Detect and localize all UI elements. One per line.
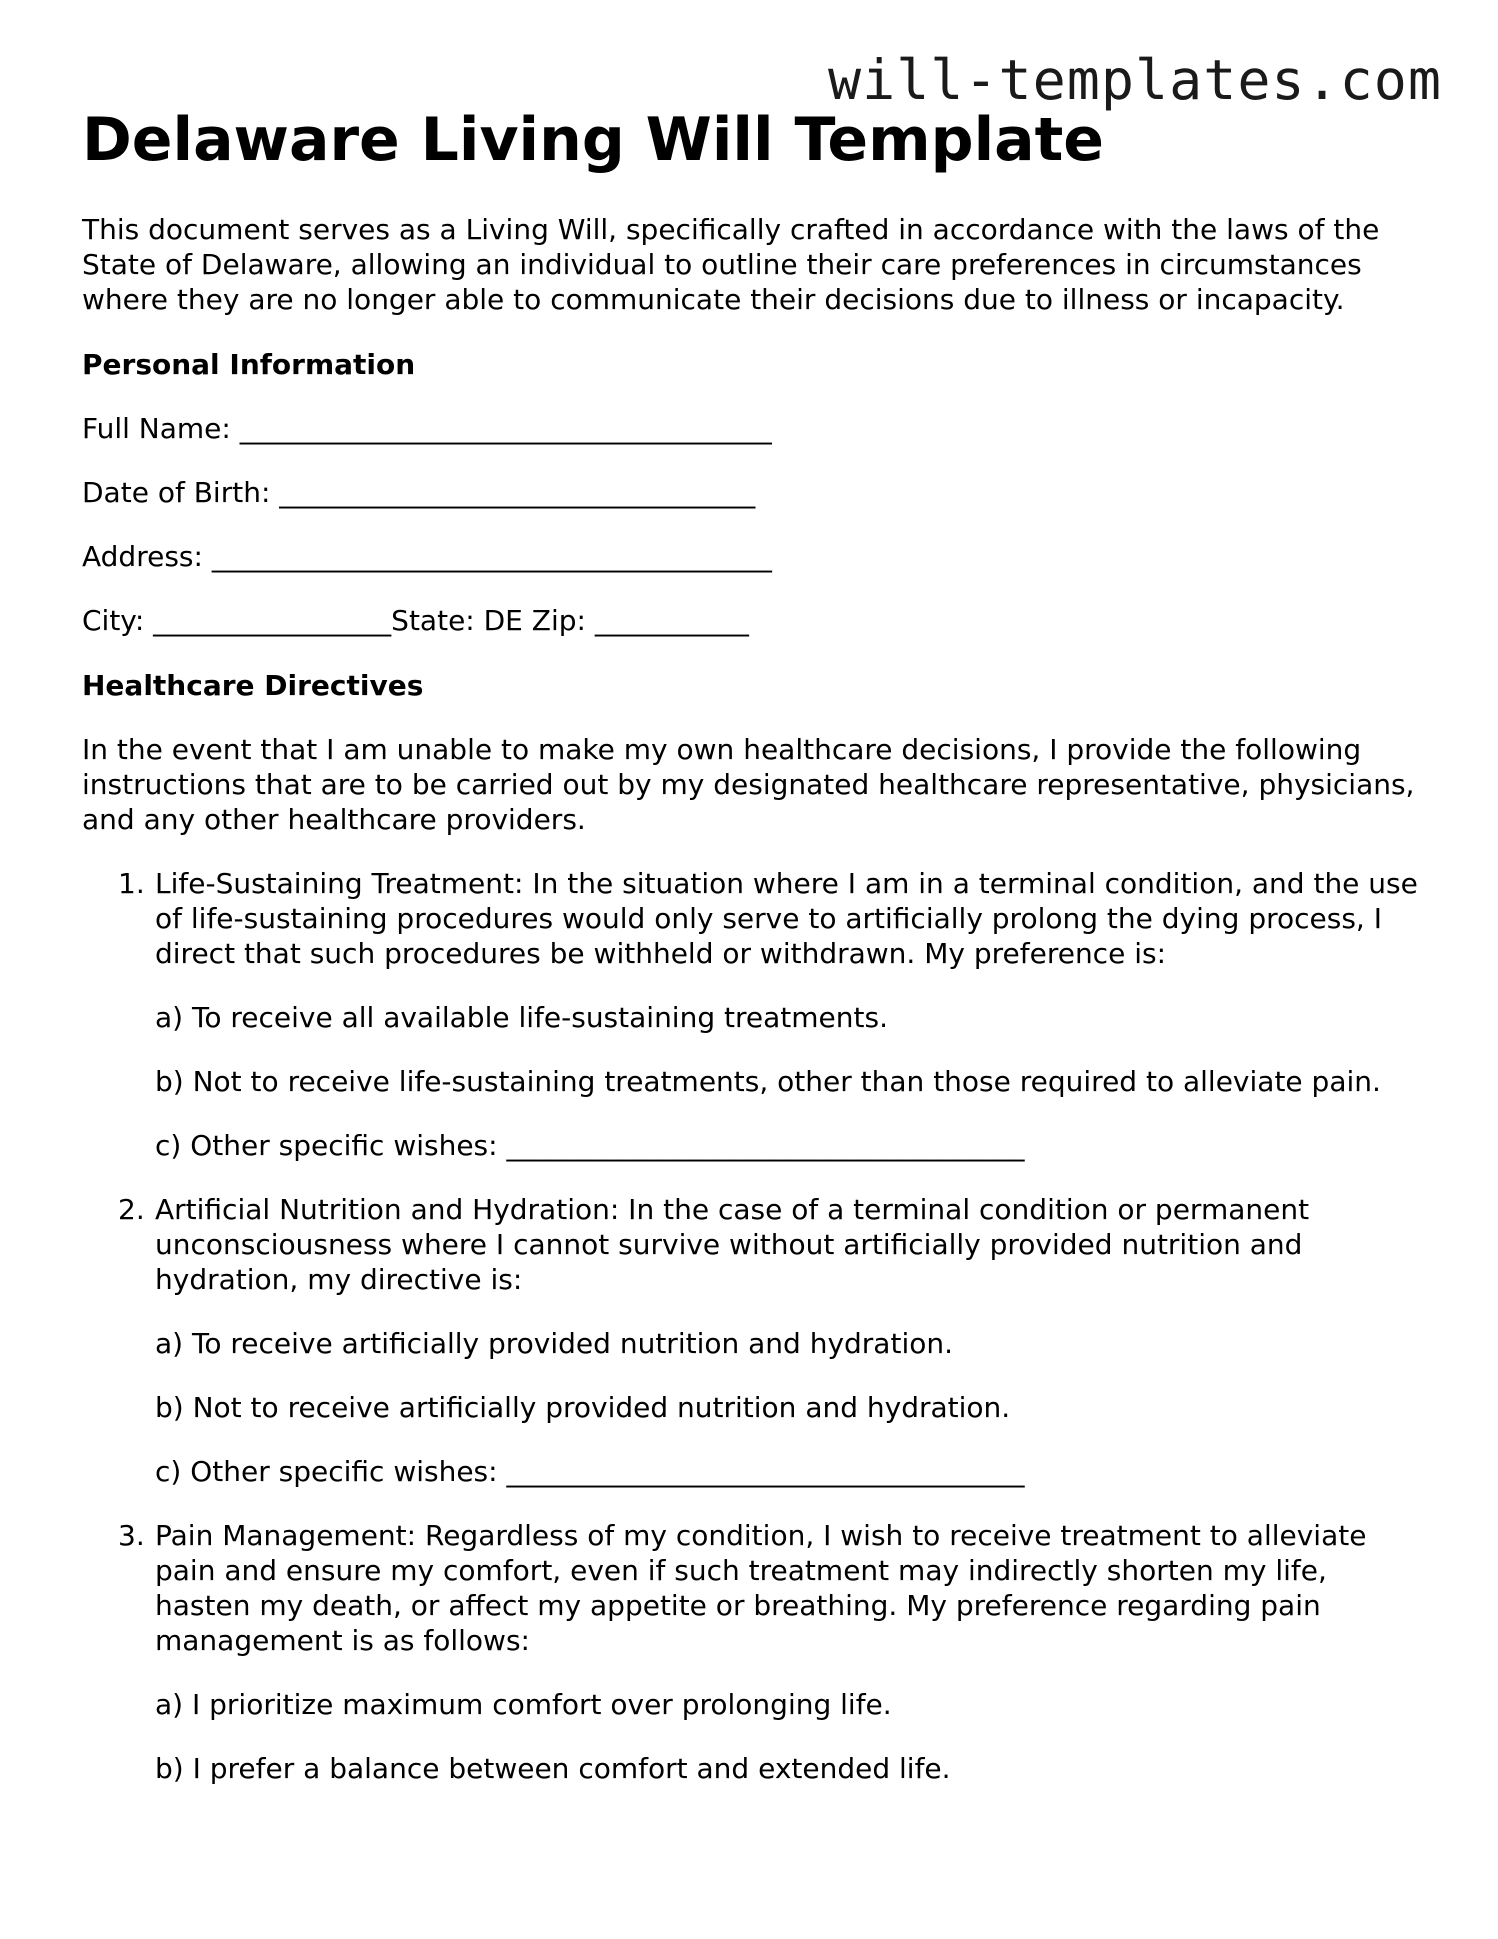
option-b: b) I prefer a balance between comfort and extended life. — [155, 1752, 951, 1785]
option-a: a) To receive artificially provided nutrition and hydration. — [155, 1327, 953, 1360]
document-title: Delaware Living Will Template — [82, 105, 1104, 175]
directive-item-life-sustaining — [82, 866, 1422, 1163]
full-name-field: Full Name: ______________________________________ — [82, 412, 772, 445]
item-number: 1. — [118, 867, 145, 900]
option-a: a) I prioritize maximum comfort over prolonging life. — [155, 1688, 892, 1721]
option-b: b) Not to receive life-sustaining treatments, other than those required to alleviate pain. — [155, 1065, 1381, 1098]
option-c: c) Other specific wishes: _____________________________________ — [155, 1455, 1025, 1488]
healthcare-directives-heading: Healthcare Directives — [82, 669, 424, 702]
option-a: a) To receive all available life-sustaining treatments. — [155, 1001, 888, 1034]
directives-intro: In the event that I am unable to make my own healthcare decisions, I provide the following instructions that are to be carried out by my designated healthcare representative, physicians, and any other healthcare providers. — [82, 733, 1415, 836]
city-state-zip-field: City: _________________State: DE Zip: ___________ — [82, 604, 749, 637]
option-b: b) Not to receive artificially provided nutrition and hydration. — [155, 1391, 1011, 1424]
item-text: Pain Management: Regardless of my condition, I wish to receive treatment to alleviate pain and ensure my comfort, even if such treatment may indirectly shorten my life, hasten my death, or affect my appetite or breathing. My preference regarding pain management is as follows: — [155, 1519, 1367, 1657]
intro-paragraph: This document serves as a Living Will, specifically crafted in accordance with the laws of the State of Delaware, allowing an individual to outline their care preferences in circumstances where they are no longer able to communicate their decisions due to illness or incapacity. — [82, 213, 1380, 316]
item-text: Artificial Nutrition and Hydration: In the case of a terminal condition or permanent unconsciousness where I cannot survive without artificially provided nutrition and hydration, my directive is: — [155, 1193, 1310, 1296]
date-of-birth-field: Date of Birth: __________________________________ — [82, 476, 756, 509]
site-watermark: will-templates.com — [827, 48, 1442, 112]
item-number: 2. — [118, 1193, 145, 1226]
personal-information-heading: Personal Information — [82, 348, 416, 381]
directive-item-nutrition-hydration — [82, 1192, 1422, 1489]
address-field: Address: ________________________________________ — [82, 540, 772, 573]
item-text: Life-Sustaining Treatment: In the situation where I am in a terminal condition, and the use of life-sustaining procedures would only serve to artificially prolong the dying process, I direct that such procedures be withheld or withdrawn. My preference is: — [155, 867, 1418, 970]
item-number: 3. — [118, 1519, 145, 1552]
document-page — [82, 100, 1422, 1786]
option-c: c) Other specific wishes: _____________________________________ — [155, 1129, 1025, 1162]
directive-item-pain-management — [82, 1518, 1422, 1786]
directives-list — [82, 866, 1422, 1786]
